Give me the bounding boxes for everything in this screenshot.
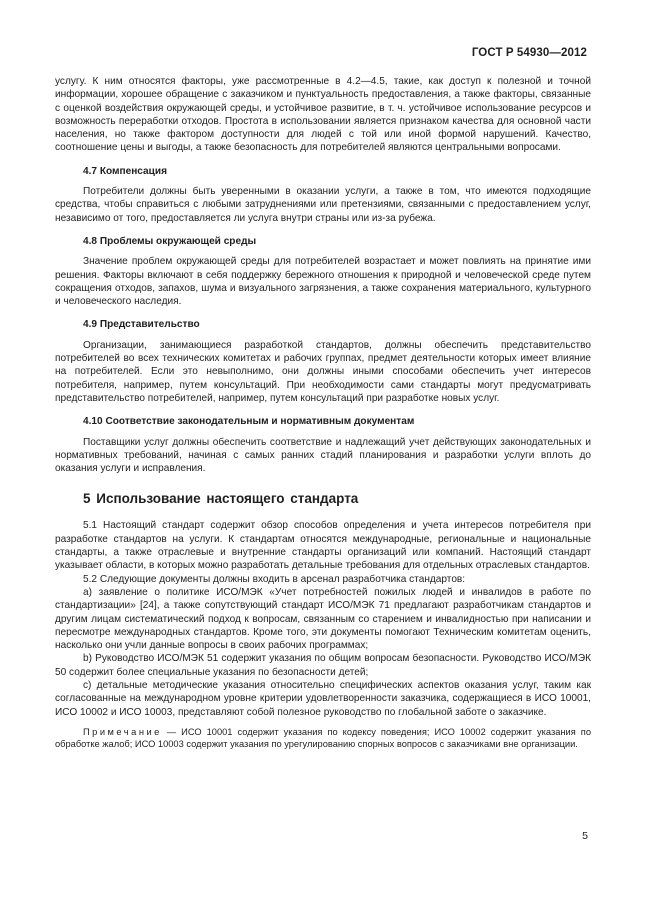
chapter-heading-5: 5 Использование настоящего стандарта (83, 491, 359, 507)
section-text-4-8: Значение проблем окружающей среды для потребителей возрастает и может повлиять на принятие ими решения. Факторы включают в себя поддержку бережного отношения к природной и человеческой среде путем сокращения отходов, запахов, шума и визуального загрязнения, а также сохранения материального, культурного и человеческого наследия. (55, 256, 591, 308)
continued-paragraph: услугу. К ним относятся факторы, уже рассмотренные в 4.2—4.5, такие, как доступ к полезной и точной информации, хорошее обращение с заказчиком и пунктуальность предоставления, а также факторы, связанные с оценкой воздействия окружающей среды, и устойчивое развитие, в т. ч. устойчивое использование ресурсов и возможность переработки отходов. Простота в использовании является признаком качества для основной части населения, но также фактором доступности для людей с той или иной формой нарушений. Качество, соотношение цены и выгоды, а также безопасность для потребителей являются центральными вопросами. (55, 76, 591, 154)
section-heading-4-7: 4.7 Компенсация (83, 165, 167, 177)
section-heading-4-9: 4.9 Представительство (83, 319, 200, 331)
note-text: — ИСО 10001 содержит указания по кодексу поведения; ИСО 10002 содержит указания по обработке жалоб; ИСО 10003 содержит указания по урегулированию спорных вопросов с заказчиками вне организации. (55, 726, 591, 750)
page-number: 5 (582, 830, 588, 842)
page-content (55, 75, 591, 751)
note (55, 726, 591, 751)
section-text-4-9: Организации, занимающиеся разработкой стандартов, должны обеспечить представительство потребителей во всех технических комитетах и рабочих группах, предмет деятельности которых имеет влияние на потребителей. Если это невыполнимо, они должны иными способами обеспечить учет интересов потребителя, например, путем консультаций. При необходимости сами стандарты могут предусматривать представительство потребителей, например, путем консультаций при разработке новых услуг. (55, 339, 591, 404)
clause-5-2: 5.2 Следующие документы должны входить в арсенал разработчика стандартов: (83, 573, 466, 585)
section-heading-4-8: 4.8 Проблемы окружающей среды (83, 235, 257, 247)
note-label: Примечание (83, 726, 162, 737)
list-item-a: а) заявление о политике ИСО/МЭК «Учет потребностей пожилых людей и инвалидов в работе по стандартизации» [24], а также сопутствующий стандарт ИСО/МЭК 71 предлагают разработчикам стандартов и другим лицам систематический подход к вопросам, связанным со старением и инвалидностью при написании и пересмотре международных стандартов. Кроме того, эти документы помогают Техническим комитетам оценить, насколько они учли данные вопросы в своих рабочих программах; (55, 586, 591, 652)
section-text-4-10: Поставщики услуг должны обеспечить соответствие и надлежащий учет действующих законодательных и нормативных требований, начиная с самых ранних стадий планирования и разработки услуги вплоть до оказания услуги и исправления. (55, 436, 591, 475)
section-heading-4-10: 4.10 Соответствие законодательным и нормативным документам (83, 416, 415, 428)
section-text-4-7: Потребители должны быть уверенными в оказании услуги, а также в том, что имеются подходящие средства, чтобы справиться с любыми затруднениями или претензиями, связанными с предоставлением услуг, независимо от того, предоставляется ли услуга внутри страны или из-за рубежа. (55, 186, 591, 224)
list-item-b: b) Руководство ИСО/МЭК 51 содержит указания по общим вопросам безопасности. Руководство ИСО/МЭК 50 содержит более специальные указания по безопасности детей; (55, 653, 591, 678)
list-item-c: с) детальные методические указания относительно специфических аспектов оказания услуг, таким как согласованные на международном уровне критерии удовлетворенности заказчика, содержащиеся в ИСО 10001, ИСО 10002 и ИСО 10003, представляют собой полезное руководство по глобальной заботе о заказчике. (55, 679, 591, 718)
standard-designation: ГОСТ Р 54930—2012 (471, 47, 587, 59)
clause-5-1: 5.1 Настоящий стандарт содержит обзор способов определения и учета интересов потребителя при разработке стандартов на услуги. К стандартам относятся международные, региональные и национальные стандарты, а также отраслевые и внутренние стандарты организаций или компаний. Настоящий стандарт указывает области, в которых можно разработать детальные требования для отдельных отраслевых стандартов. (55, 520, 591, 572)
